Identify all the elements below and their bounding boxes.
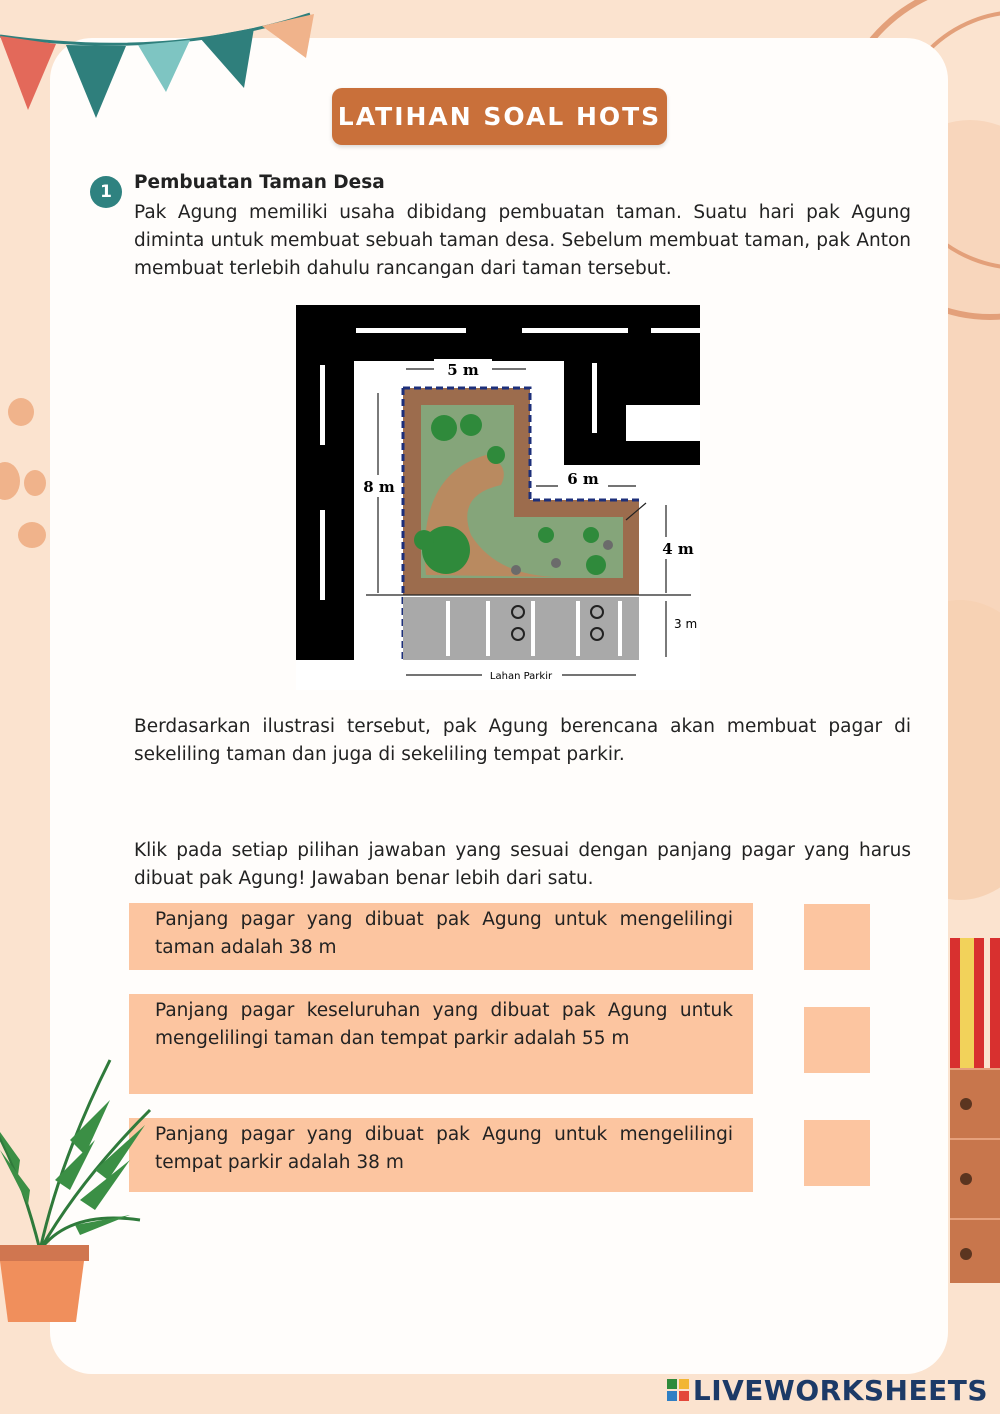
question-context: Berdasarkan ilustrasi tersebut, pak Agung berencana akan membuat pagar di sekeliling taman dan juga di sekeliling tempat parkir. xyxy=(134,716,911,765)
answer-checkbox-1[interactable] xyxy=(804,904,870,970)
dimension-label-3m: 3 m xyxy=(674,617,698,631)
answer-checkbox-2[interactable] xyxy=(804,1007,870,1073)
brand-text: LIVEWORKSHEETS xyxy=(692,1373,988,1407)
decorative-dot xyxy=(24,470,46,496)
potted-plant-decoration xyxy=(0,1040,160,1330)
decorative-dot xyxy=(8,398,34,426)
answer-option-2: Panjang pagar keseluruhan yang dibuat pak Agung untuk mengelilingi taman dan tempat parkir adalah 55 m xyxy=(129,994,753,1094)
question-number-badge: 1 xyxy=(90,176,122,208)
decorative-dot xyxy=(0,462,20,500)
page-title: LATIHAN SOAL HOTS xyxy=(332,88,667,145)
answer-option-1: Panjang pagar yang dibuat pak Agung untuk mengelilingi taman adalah 38 m xyxy=(129,903,753,970)
bunting-flags xyxy=(0,0,340,130)
liveworksheets-logo-icon xyxy=(667,1379,689,1401)
dimension-label-8m: 8 m xyxy=(363,478,395,496)
answer-checkbox-3[interactable] xyxy=(804,1120,870,1186)
question-intro: Pak Agung memiliki usaha dibidang pembuatan taman. Suatu hari pak Agung diminta untuk membuat sebuah taman desa. Sebelum membuat taman, pak Anton membuat terlebih dahulu rancangan dari taman tersebut. xyxy=(134,202,911,279)
decorative-dot xyxy=(18,522,46,548)
liveworksheets-brand xyxy=(667,1374,988,1406)
question-title: Pembuatan Taman Desa xyxy=(134,172,385,193)
cabinet-decoration xyxy=(950,938,1000,1283)
answer-option-3: Panjang pagar yang dibuat pak Agung untuk mengelilingi tempat parkir adalah 38 m xyxy=(129,1118,753,1192)
parking-area-label: Lahan Parkir xyxy=(489,671,553,682)
dimension-label-4m: 4 m xyxy=(662,540,694,558)
dimension-label-6m: 6 m xyxy=(567,470,599,488)
dimension-label-5m: 5 m xyxy=(447,361,479,379)
question-instruction: Klik pada setiap pilihan jawaban yang sesuai dengan panjang pagar yang harus dibuat pak Agung! Jawaban benar lebih dari satu. xyxy=(134,840,911,889)
garden-plan-illustration xyxy=(296,305,700,690)
